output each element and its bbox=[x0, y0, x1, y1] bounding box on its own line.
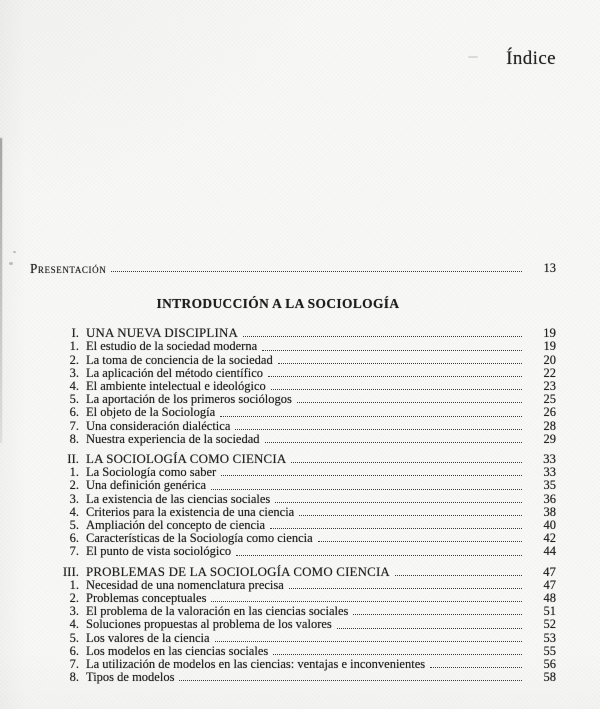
toc-entry-number: 6. bbox=[69, 643, 79, 658]
toc-entry bbox=[30, 671, 556, 684]
toc-entry-label: Problemas conceptuales bbox=[86, 591, 207, 606]
toc-entry-number: 4. bbox=[69, 504, 79, 519]
dot-leader bbox=[275, 502, 522, 503]
toc-entry-label: El objeto de la Sociología bbox=[86, 405, 216, 420]
toc-section-page-number: 33 bbox=[543, 452, 556, 467]
toc-section-header bbox=[30, 566, 556, 579]
toc-entry-page-number: 51 bbox=[543, 604, 556, 619]
toc-section-page-number: 47 bbox=[543, 564, 556, 579]
toc-section bbox=[30, 327, 556, 446]
toc-entry-page-number: 52 bbox=[543, 617, 556, 632]
toc-entry bbox=[30, 493, 556, 506]
toc-entry-label: Una definición genérica bbox=[86, 478, 207, 493]
dot-leader bbox=[430, 667, 522, 668]
toc-entry-number: 5. bbox=[69, 518, 79, 533]
toc-entry-label: Criterios para la existencia de una ciencia bbox=[86, 504, 295, 519]
toc-entry-label: Necesidad de una nomenclatura precisa bbox=[86, 577, 284, 592]
toc-entry bbox=[30, 545, 556, 558]
toc-entry-page-number: 58 bbox=[543, 670, 556, 685]
toc-entry-page-number: 36 bbox=[543, 491, 556, 506]
toc-entry-number: 7. bbox=[69, 657, 79, 672]
dot-leader bbox=[220, 416, 522, 417]
toc-entry-label: El estudio de la sociedad moderna bbox=[86, 339, 258, 354]
toc-entry-page-number: 56 bbox=[543, 657, 556, 672]
toc-entry-number: 8. bbox=[69, 670, 79, 685]
toc-entry-label: El punto de vista sociológico bbox=[86, 544, 232, 559]
toc-entry-label: El ambiente intelectual e ideológico bbox=[86, 379, 266, 394]
scan-edge-artifact bbox=[0, 138, 2, 443]
toc-entry-page-number: 33 bbox=[543, 465, 556, 480]
toc-entry-number: 2. bbox=[69, 591, 79, 606]
toc-entry-page-number: 38 bbox=[543, 504, 556, 519]
toc-entry bbox=[30, 406, 556, 419]
dot-leader bbox=[297, 402, 522, 403]
toc-entry-page-number: 19 bbox=[543, 339, 556, 354]
toc-entry-label: Nuestra experiencia de la sociedad bbox=[86, 431, 260, 446]
toc-section bbox=[30, 566, 556, 685]
toc-entry-number: 1. bbox=[69, 339, 79, 354]
toc-entry bbox=[30, 420, 556, 433]
toc-entry-label: La Sociología como saber bbox=[86, 465, 217, 480]
toc-entry-page-number: 20 bbox=[543, 352, 556, 367]
dot-leader bbox=[268, 376, 522, 377]
toc-section-numeral: I. bbox=[71, 326, 79, 341]
toc-entry-page-number: 25 bbox=[543, 392, 556, 407]
toc-entry-page-number: 53 bbox=[543, 630, 556, 645]
toc-entry-number: 3. bbox=[69, 604, 79, 619]
toc-entry-label: Una consideración dialéctica bbox=[86, 418, 231, 433]
toc-entry bbox=[30, 340, 556, 353]
toc-entry-label: Presentación bbox=[30, 261, 107, 276]
toc-entry-number: 1. bbox=[69, 577, 79, 592]
toc-entry-page-number: 22 bbox=[543, 365, 556, 380]
toc-entry-label: Los modelos en las ciencias sociales bbox=[86, 643, 269, 658]
dot-leader bbox=[215, 641, 522, 642]
toc-entry-label: La aplicación del método científico bbox=[86, 365, 264, 380]
toc-entry-number: 5. bbox=[69, 392, 79, 407]
toc-entry-presentacion bbox=[30, 262, 556, 275]
toc-entry-number: 8. bbox=[69, 431, 79, 446]
toc-entry-label: La toma de conciencia de la sociedad bbox=[86, 352, 273, 367]
toc-section-title: PROBLEMAS DE LA SOCIOLOGÍA COMO CIENCIA bbox=[86, 564, 390, 579]
part-title: INTRODUCCIÓN A LA SOCIOLOGÍA bbox=[156, 296, 400, 312]
toc-section-numeral: II. bbox=[67, 452, 79, 467]
dot-leader bbox=[278, 363, 522, 364]
dot-leader bbox=[221, 475, 522, 476]
toc-entry-page-number: 55 bbox=[543, 643, 556, 658]
toc-entry-label: El problema de la valoración en las ciencias sociales bbox=[86, 604, 349, 619]
toc-list bbox=[30, 327, 556, 684]
dot-leader bbox=[318, 541, 522, 542]
toc-section-title: LA SOCIOLOGÍA COMO CIENCIA bbox=[86, 452, 287, 467]
page-title: Índice bbox=[506, 48, 556, 69]
toc-entry-page-number: 23 bbox=[543, 379, 556, 394]
dot-leader bbox=[262, 350, 522, 351]
dot-leader bbox=[395, 575, 522, 576]
dot-leader bbox=[243, 336, 522, 337]
toc-entry bbox=[30, 433, 556, 446]
scan-speck bbox=[9, 262, 13, 265]
toc-entry-number: 2. bbox=[69, 478, 79, 493]
dot-leader bbox=[289, 588, 522, 589]
toc-entry-number: 5. bbox=[69, 630, 79, 645]
dot-leader bbox=[299, 515, 522, 516]
toc-entry-number: 3. bbox=[69, 491, 79, 506]
toc-entry-page-number: 35 bbox=[543, 478, 556, 493]
dot-leader bbox=[235, 429, 522, 430]
toc-entry-number: 6. bbox=[69, 405, 79, 420]
toc-entry-label: Los valores de la ciencia bbox=[86, 630, 210, 645]
toc-section-numeral: III. bbox=[62, 564, 79, 579]
toc-entry-page-number: 48 bbox=[543, 591, 556, 606]
toc-section-items bbox=[30, 466, 556, 558]
toc-entry-number: 6. bbox=[69, 531, 79, 546]
scan-speck bbox=[13, 251, 16, 253]
toc-entry-page-number: 47 bbox=[543, 577, 556, 592]
toc-section-title: UNA NUEVA DISCIPLINA bbox=[86, 326, 239, 341]
dot-leader bbox=[211, 601, 522, 602]
toc-entry-label: Ampliación del concepto de ciencia bbox=[86, 518, 266, 533]
toc-entry-number: 3. bbox=[69, 365, 79, 380]
toc-entry-page-number: 40 bbox=[543, 518, 556, 533]
toc-entry bbox=[30, 354, 556, 367]
toc-section bbox=[30, 453, 556, 559]
toc-entry-label: Características de la Sociología como ciencia bbox=[86, 531, 313, 546]
toc-entry-number: 1. bbox=[69, 465, 79, 480]
toc-entry-label: La utilización de modelos en las ciencias: ventajas e inconvenientes bbox=[86, 657, 426, 672]
dot-leader bbox=[337, 628, 522, 629]
toc-entry bbox=[30, 618, 556, 631]
toc-entry-page-number: 42 bbox=[543, 531, 556, 546]
toc-entry-number: 7. bbox=[69, 544, 79, 559]
toc-section-items bbox=[30, 579, 556, 685]
toc-entry-number: 7. bbox=[69, 418, 79, 433]
dot-leader bbox=[236, 555, 522, 556]
dot-leader bbox=[273, 654, 522, 655]
toc-entry-number: 2. bbox=[69, 352, 79, 367]
toc-section-items bbox=[30, 340, 556, 446]
dot-leader bbox=[353, 614, 522, 615]
dot-leader bbox=[111, 271, 522, 272]
dot-leader bbox=[265, 442, 522, 443]
scan-speck bbox=[468, 56, 478, 58]
toc-entry bbox=[30, 479, 556, 492]
toc-entry-page-number: 13 bbox=[543, 261, 556, 275]
toc-entry-page-number: 26 bbox=[543, 405, 556, 420]
toc-entry bbox=[30, 632, 556, 645]
dot-leader bbox=[270, 528, 522, 529]
toc-entry-label: La aportación de los primeros sociólogos bbox=[86, 392, 292, 407]
toc-entry-label: Soluciones propuestas al problema de los valores bbox=[86, 617, 332, 632]
toc-entry-label: Tipos de modelos bbox=[86, 670, 175, 685]
dot-leader bbox=[291, 462, 522, 463]
toc-entry-label: La existencia de las ciencias sociales bbox=[86, 491, 271, 506]
dot-leader bbox=[211, 489, 522, 490]
toc-entry-number: 4. bbox=[69, 617, 79, 632]
dot-leader bbox=[271, 389, 522, 390]
toc-section-page-number: 19 bbox=[543, 326, 556, 341]
toc-entry-page-number: 28 bbox=[543, 418, 556, 433]
toc-entry-number: 4. bbox=[69, 379, 79, 394]
toc-entry-page-number: 29 bbox=[543, 431, 556, 446]
toc-entry-page-number: 44 bbox=[543, 544, 556, 559]
dot-leader bbox=[179, 680, 522, 681]
